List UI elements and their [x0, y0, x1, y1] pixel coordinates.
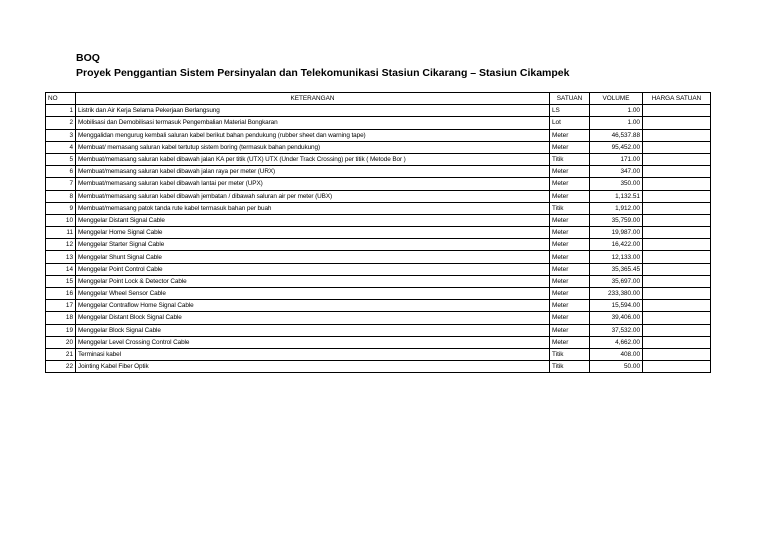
cell-satuan: LS — [550, 105, 590, 117]
cell-harga-satuan — [643, 105, 711, 117]
cell-volume: 19,987.00 — [590, 227, 643, 239]
cell-no: 15 — [46, 275, 76, 287]
cell-satuan: Meter — [550, 178, 590, 190]
cell-no: 9 — [46, 202, 76, 214]
cell-volume: 16,422.00 — [590, 239, 643, 251]
table-row — [46, 275, 711, 287]
cell-keterangan: Membuat/memasang saluran kabel dibawah lantai per meter (UPX) — [76, 178, 550, 190]
cell-keterangan: Menggelar Point Lock & Detector Cable — [76, 275, 550, 287]
document-subtitle: Proyek Penggantian Sistem Persinyalan dan Telekomunikasi Stasiun Cikarang – Stasiun Cikampek — [76, 67, 570, 79]
cell-harga-satuan — [643, 251, 711, 263]
cell-satuan: Meter — [550, 166, 590, 178]
cell-harga-satuan — [643, 153, 711, 165]
cell-satuan: Lot — [550, 117, 590, 129]
cell-no: 4 — [46, 141, 76, 153]
cell-satuan: Meter — [550, 214, 590, 226]
cell-volume: 39,406.00 — [590, 312, 643, 324]
cell-satuan: Meter — [550, 336, 590, 348]
header-harga-satuan: HARGA SATUAN — [643, 93, 711, 105]
table-row — [46, 300, 711, 312]
cell-satuan: Meter — [550, 300, 590, 312]
cell-satuan: Meter — [550, 275, 590, 287]
cell-no: 11 — [46, 227, 76, 239]
table-row — [46, 348, 711, 360]
cell-harga-satuan — [643, 300, 711, 312]
cell-keterangan: Jointing Kabel Fiber Optik — [76, 361, 550, 373]
cell-no: 21 — [46, 348, 76, 360]
cell-volume: 4,662.00 — [590, 336, 643, 348]
cell-satuan: Meter — [550, 263, 590, 275]
header-volume: VOLUME — [590, 93, 643, 105]
cell-no: 14 — [46, 263, 76, 275]
cell-volume: 347.00 — [590, 166, 643, 178]
cell-keterangan: Membuat/memasang saluran kabel dibawah jembatan / dibawah saluran air per meter (UBX) — [76, 190, 550, 202]
cell-satuan: Titik — [550, 348, 590, 360]
cell-volume: 12,133.00 — [590, 251, 643, 263]
cell-keterangan: Menggelar Distant Block Signal Cable — [76, 312, 550, 324]
cell-keterangan: Menggelar Point Control Cable — [76, 263, 550, 275]
cell-harga-satuan — [643, 166, 711, 178]
cell-volume: 37,532.00 — [590, 324, 643, 336]
cell-no: 10 — [46, 214, 76, 226]
table-row — [46, 190, 711, 202]
cell-satuan: Meter — [550, 312, 590, 324]
cell-volume: 171.00 — [590, 153, 643, 165]
cell-no: 22 — [46, 361, 76, 373]
cell-no: 2 — [46, 117, 76, 129]
cell-keterangan: Listrik dan Air Kerja Selama Pekerjaan Berlangsung — [76, 105, 550, 117]
table-row — [46, 312, 711, 324]
cell-harga-satuan — [643, 141, 711, 153]
cell-satuan: Meter — [550, 141, 590, 153]
cell-no: 19 — [46, 324, 76, 336]
cell-keterangan: Terminasi kabel — [76, 348, 550, 360]
cell-no: 18 — [46, 312, 76, 324]
table-row — [46, 288, 711, 300]
cell-harga-satuan — [643, 312, 711, 324]
cell-satuan: Meter — [550, 129, 590, 141]
cell-volume: 35,697.00 — [590, 275, 643, 287]
cell-volume: 233,380.00 — [590, 288, 643, 300]
table-row — [46, 153, 711, 165]
table-row — [46, 214, 711, 226]
cell-harga-satuan — [643, 190, 711, 202]
table-row — [46, 227, 711, 239]
cell-volume: 35,759.00 — [590, 214, 643, 226]
cell-volume: 1.00 — [590, 117, 643, 129]
table-row — [46, 336, 711, 348]
cell-no: 5 — [46, 153, 76, 165]
cell-keterangan: Membuat/memasang saluran kabel dibawah jalan raya per meter (URX) — [76, 166, 550, 178]
cell-keterangan: Membuat/memasang saluran kabel dibawah jalan KA per titik (UTX) UTX (Under Track Crossing) per titik ( Metode Bor ) — [76, 153, 550, 165]
cell-satuan: Meter — [550, 251, 590, 263]
cell-volume: 95,452.00 — [590, 141, 643, 153]
cell-keterangan: Menggelar Starter Signal Cable — [76, 239, 550, 251]
cell-keterangan: Menggelar Block Signal Cable — [76, 324, 550, 336]
cell-satuan: Meter — [550, 324, 590, 336]
cell-satuan: Titik — [550, 361, 590, 373]
cell-satuan: Meter — [550, 190, 590, 202]
cell-no: 8 — [46, 190, 76, 202]
cell-volume: 35,365.45 — [590, 263, 643, 275]
cell-harga-satuan — [643, 263, 711, 275]
cell-harga-satuan — [643, 178, 711, 190]
cell-no: 17 — [46, 300, 76, 312]
cell-keterangan: Menggelar Home Signal Cable — [76, 227, 550, 239]
cell-keterangan: Menggelar Distant Signal Cable — [76, 214, 550, 226]
cell-volume: 1,912.00 — [590, 202, 643, 214]
cell-harga-satuan — [643, 275, 711, 287]
cell-volume: 50.00 — [590, 361, 643, 373]
header-satuan: SATUAN — [550, 93, 590, 105]
cell-keterangan: Menggelar Contraflow Home Signal Cable — [76, 300, 550, 312]
table-row — [46, 263, 711, 275]
cell-harga-satuan — [643, 214, 711, 226]
cell-harga-satuan — [643, 336, 711, 348]
cell-harga-satuan — [643, 129, 711, 141]
cell-satuan: Titik — [550, 153, 590, 165]
cell-keterangan: Menggalidan mengurug kembali saluran kabel berikut bahan pendukung (rubber sheet dan warning tape) — [76, 129, 550, 141]
cell-volume: 350.00 — [590, 178, 643, 190]
cell-no: 13 — [46, 251, 76, 263]
cell-harga-satuan — [643, 348, 711, 360]
cell-no: 12 — [46, 239, 76, 251]
cell-keterangan: Menggelar Wheel Sensor Cable — [76, 288, 550, 300]
cell-no: 6 — [46, 166, 76, 178]
cell-harga-satuan — [643, 239, 711, 251]
cell-keterangan: Membuat/ memasang saluran kabel tertutup sistem boring (termasuk bahan pendukung) — [76, 141, 550, 153]
cell-harga-satuan — [643, 361, 711, 373]
table-row — [46, 166, 711, 178]
table-row — [46, 117, 711, 129]
table-row — [46, 178, 711, 190]
table-row — [46, 129, 711, 141]
table-row — [46, 141, 711, 153]
cell-satuan: Meter — [550, 288, 590, 300]
table-row — [46, 251, 711, 263]
cell-keterangan: Membuat/memasang patok tanda rute kabel termasuk bahan per buah — [76, 202, 550, 214]
cell-no: 20 — [46, 336, 76, 348]
cell-harga-satuan — [643, 117, 711, 129]
cell-no: 3 — [46, 129, 76, 141]
cell-volume: 46,537.88 — [590, 129, 643, 141]
table-row — [46, 105, 711, 117]
header-no: NO — [46, 93, 76, 105]
cell-volume: 408.00 — [590, 348, 643, 360]
cell-no: 1 — [46, 105, 76, 117]
table-row — [46, 324, 711, 336]
cell-volume: 1.00 — [590, 105, 643, 117]
table-row — [46, 361, 711, 373]
table-row — [46, 202, 711, 214]
table-header-row — [46, 93, 711, 105]
cell-no: 7 — [46, 178, 76, 190]
cell-no: 16 — [46, 288, 76, 300]
cell-volume: 1,132.51 — [590, 190, 643, 202]
cell-satuan: Meter — [550, 239, 590, 251]
table-body — [46, 105, 711, 373]
cell-harga-satuan — [643, 324, 711, 336]
cell-harga-satuan — [643, 202, 711, 214]
header-keterangan: KETERANGAN — [76, 93, 550, 105]
cell-keterangan: Menggelar Level Crossing Control Cable — [76, 336, 550, 348]
cell-keterangan: Mobilisasi dan Demobilisasi termasuk Pengembalian Material Bongkaran — [76, 117, 550, 129]
cell-harga-satuan — [643, 288, 711, 300]
cell-harga-satuan — [643, 227, 711, 239]
cell-satuan: Meter — [550, 227, 590, 239]
cell-satuan: Titik — [550, 202, 590, 214]
document-title: BOQ — [76, 52, 100, 64]
boq-table — [45, 92, 711, 373]
cell-volume: 15,594.00 — [590, 300, 643, 312]
table-row — [46, 239, 711, 251]
cell-keterangan: Menggelar Shunt Signal Cable — [76, 251, 550, 263]
